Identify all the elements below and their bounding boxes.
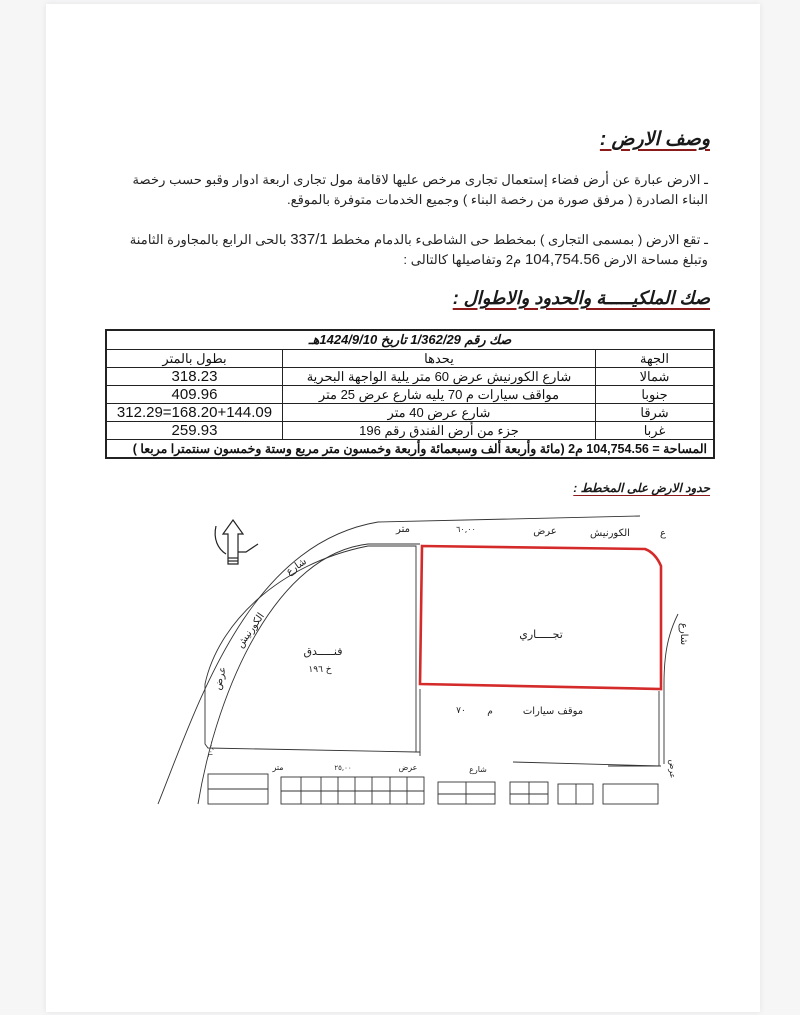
deed-title-row: [106, 330, 714, 350]
header-bounded-by: يحدها: [283, 350, 596, 368]
label-width-left-value: ٦٠,٠٠: [206, 739, 216, 758]
label-south-width: عرض: [398, 763, 418, 772]
label-street-left: شارع: [284, 556, 309, 578]
label-width-left: عرض: [212, 665, 229, 692]
cell-length: 259.93: [106, 422, 283, 440]
label-hotel-number: خ ١٩٦: [308, 665, 332, 675]
total-area: المساحة = 104,754.56 م2 (مائة وأربعة ألف وسبعمائة وأربعة وخمسون متر مربع وستة وخمسون سنتمترا مربعا ): [106, 440, 714, 459]
label-corniche-left: الكورنيش: [235, 611, 267, 651]
header-direction: الجهة: [596, 350, 715, 368]
table-row: [106, 386, 714, 404]
header-length: بطول بالمتر: [106, 350, 283, 368]
deed-title: صك رقم 1/362/29 تاريخ 1424/9/10هـ: [106, 330, 714, 350]
cell-direction: جنوبا: [596, 386, 715, 404]
north-arrow-icon: [215, 520, 258, 564]
header-row: [106, 350, 714, 368]
label-south-meter: متر: [272, 763, 284, 772]
label-east-street: شارع: [678, 622, 689, 646]
deed-heading: صك الملكيـــــة والحدود والاطوال :: [452, 288, 710, 308]
label-parking-m: م: [487, 707, 493, 717]
land-description-heading: وصف الارض :: [599, 129, 710, 150]
paragraph-text: وتفاصيلها كالتالى :: [403, 252, 506, 267]
cell-direction: شمالا: [596, 368, 715, 386]
land-description-paragraph-2: [128, 230, 708, 270]
commercial-parcel-outline: [420, 546, 661, 689]
cell-length: 409.96: [106, 386, 283, 404]
paragraph-text: ـ تقع الارض ( بمسمى التجارى ) بمخطط حى الشاطىء بالدمام مخطط: [327, 232, 708, 247]
label-width-value: ٦٠,٠٠: [456, 525, 476, 534]
label-south-width-value: ٢٥,٠٠: [334, 764, 352, 772]
deed-table: [105, 329, 715, 459]
cell-direction: غربا: [596, 422, 715, 440]
label-corniche: الكورنيش: [590, 528, 630, 539]
cell-bounded-by: شارع عرض 40 متر: [283, 404, 596, 422]
table-row: [106, 368, 714, 386]
table-row: [106, 422, 714, 440]
label-top-right: ع: [660, 528, 666, 539]
paragraph-text: بالحى الرابع بالمجاورة الثامنة وتبلغ مساحة الارض: [129, 232, 708, 267]
plan-number: 337/1: [290, 231, 328, 248]
cell-direction: شرقا: [596, 404, 715, 422]
land-description-paragraph-1: ـ الارض عبارة عن أرض فضاء إستعمال تجارى مرخص عليها لاقامة مول تجارى اربعة ادوار وقبو حسب رخصة البناء الصادرة ( مرفق صورة من رخصة البناء ) وجميع الخدمات متوفرة بالموقع.: [132, 172, 708, 207]
label-parking-number: ٧٠: [456, 706, 466, 716]
label-commercial: تجـــــاري: [519, 628, 563, 641]
area-value: 104,754.56: [524, 251, 601, 268]
label-south-street: شارع: [469, 765, 487, 774]
site-plan-map: [158, 504, 689, 804]
table-row: [106, 404, 714, 422]
cell-bounded-by: مواقف سيارات م 70 يليه شارع عرض 25 متر: [283, 386, 596, 404]
label-right-width: عرض: [668, 759, 677, 779]
plan-boundaries-heading: حدود الارض على المخطط :: [573, 481, 710, 495]
document-page: [46, 4, 760, 1012]
area-unit: م2: [505, 252, 522, 267]
label-meter: متر: [396, 524, 410, 535]
cell-bounded-by: شارع الكورنيش عرض 60 متر يلية الواجهة البحرية: [283, 368, 596, 386]
label-parking: موقف سيارات: [522, 706, 584, 717]
cell-length: 312.29=168.20+144.09: [106, 404, 283, 422]
label-width: عرض: [533, 526, 557, 537]
cell-bounded-by: جزء من أرض الفندق رقم 196: [283, 422, 596, 440]
label-hotel: فنـــــدق: [303, 645, 343, 658]
cell-length: 318.23: [106, 368, 283, 386]
total-area-row: [106, 440, 714, 459]
